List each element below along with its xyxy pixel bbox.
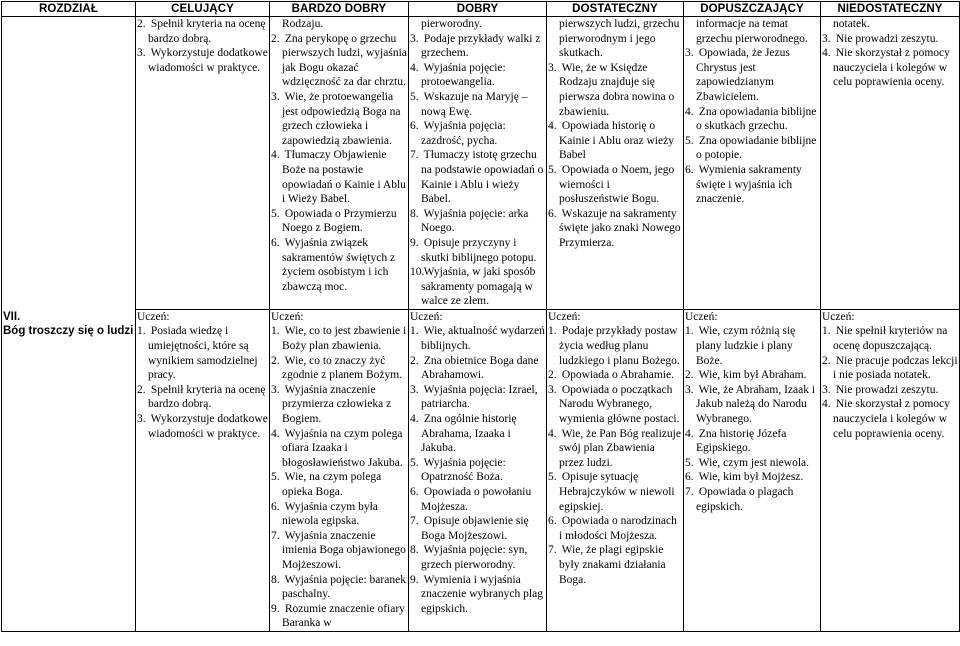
student-label: Uczeń: (271, 310, 304, 323)
header-dopuszczajacy: DOPUSZCZAJĄCY (684, 2, 821, 17)
criteria-text: Rodzaju. (282, 18, 324, 30)
criteria-number: 3. (822, 383, 831, 396)
criteria-item (410, 90, 545, 119)
criteria-item (822, 383, 958, 398)
criteria-text: Posiada wiedzę i umiejętności, które są wynikiem samodzielnej pracy. (148, 325, 258, 382)
criteria-text: Wie, kim był Abraham. (698, 369, 807, 382)
criteria-number: 2. (137, 18, 146, 30)
criteria-text: Wyjaśnia pojęcia: zazdrość, pycha. (421, 120, 506, 147)
criteria-item (548, 514, 682, 543)
cell-top-dopuszczajacy (684, 17, 821, 310)
criteria-number: 1. (548, 325, 557, 338)
cell-bottom-dopuszczajacy (684, 309, 821, 631)
criteria-item (548, 17, 682, 61)
criteria-item (137, 383, 268, 412)
criteria-item (548, 368, 682, 383)
criteria-number: 3. (685, 383, 694, 396)
criteria-item (410, 543, 545, 572)
section-cell (2, 17, 136, 632)
criteria-text: Nie prowadzi zeszytu. (835, 32, 939, 45)
criteria-item (685, 17, 819, 46)
criteria-item (822, 324, 958, 353)
criteria-text: Zna obietnice Boga dane Abrahamowi. (421, 354, 539, 382)
criteria-item (410, 119, 545, 148)
criteria-text: Rozumie znaczenie ofiary Baranka w (282, 602, 405, 630)
criteria-number: 2. (137, 383, 146, 396)
criteria-text: notatek. (833, 18, 870, 30)
criteria-number: 4. (271, 427, 280, 440)
criteria-item (685, 368, 819, 383)
criteria-text: Wie, co to znaczy żyć zgodnie z planem Bożym. (282, 354, 403, 382)
cell-top-dobry (409, 17, 547, 310)
criteria-item (410, 354, 545, 383)
criteria-item (410, 236, 545, 265)
cell-top-dostateczny (547, 17, 684, 310)
criteria-item (410, 207, 545, 236)
criteria-number: 4. (271, 149, 280, 162)
criteria-number: 6. (548, 515, 557, 528)
criteria-number: 8. (271, 573, 280, 586)
criteria-text: Wie, że plagi egipskie były znakami działania Boga. (559, 544, 666, 586)
criteria-list (137, 324, 268, 441)
criteria-number: 6. (410, 120, 419, 133)
criteria-number: 2. (410, 354, 419, 367)
criteria-number: 5. (548, 163, 557, 176)
header-rozdzial: ROZDZIAŁ (2, 2, 136, 17)
criteria-text: Tłumaczy Objawienie Boże na postawie opowiadań o Kainie i Ablu i Wieży Babel. (282, 149, 406, 206)
criteria-text: Opowiada o narodzinach i młodości Mojżesza. (559, 515, 677, 542)
criteria-list (410, 324, 545, 616)
section-number: VII. (3, 310, 21, 323)
criteria-text: Wie, czym różnią się plany ludzkie i plany Boże. (696, 325, 796, 367)
criteria-number: 8. (410, 544, 419, 557)
criteria-number: 5. (271, 471, 280, 484)
criteria-item (137, 412, 268, 441)
criteria-text: Opowiada o początkach Narodu Wybranego, wymienia główne postaci. (559, 383, 680, 426)
criteria-list (271, 17, 407, 294)
cell-bottom-dobry (409, 309, 547, 631)
criteria-item (271, 236, 407, 294)
cell-bottom-dostateczny (547, 309, 684, 631)
criteria-item (822, 32, 958, 47)
criteria-number: 4. (410, 413, 419, 426)
criteria-item (822, 354, 958, 383)
criteria-list (137, 17, 268, 75)
criteria-item (410, 17, 545, 32)
grading-criteria-table (1, 1, 960, 632)
header-celujacy: CELUJĄCY (136, 2, 270, 17)
criteria-item (410, 61, 545, 90)
criteria-item (410, 456, 545, 485)
criteria-number: 3. (271, 383, 280, 396)
criteria-text: Opowiada o Abrahamie. (561, 369, 674, 382)
criteria-text: Wyjaśnia pojęcie: arka Noego. (421, 207, 529, 235)
criteria-number: 1. (410, 325, 419, 338)
criteria-number: 5. (271, 207, 280, 220)
criteria-number: 5. (410, 90, 419, 103)
criteria-text: Wymienia i wyjaśnia znaczenie wybranych plag egipskich. (421, 573, 543, 615)
criteria-item (685, 105, 819, 134)
criteria-text: Wie, że protoewangelia jest odpowiedzią Boga na grzech człowieka i zapowiedzią zbawienia. (282, 90, 401, 147)
criteria-item (822, 46, 958, 90)
criteria-text: Wyjaśnia znaczenie przymierza człowieka z Bogiem. (282, 383, 392, 426)
criteria-text: Nie skorzystał z pomocy nauczyciela i kolegów w celu poprawienia oceny. (833, 47, 950, 89)
criteria-text: Wyjaśnia pojęcie: Opatrzność Boża. (421, 456, 506, 484)
criteria-number: 6. (410, 486, 419, 498)
cell-top-celujacy (136, 17, 270, 310)
criteria-text: Wyjaśnia czym była niewola egipska. (282, 500, 378, 528)
criteria-text: Opowiada o Przymierzu Noego z Bogiem. (282, 207, 397, 235)
criteria-item (271, 529, 407, 573)
criteria-text: Zna ogólnie historię Abrahama, Izaaka i Jakuba. (421, 413, 517, 455)
criteria-item (271, 573, 407, 602)
criteria-number: 2. (685, 369, 694, 382)
criteria-item (410, 265, 545, 309)
criteria-text: Wyjaśnia pojęcie: syn, grzech pierworodny. (421, 544, 528, 571)
criteria-number: 7. (271, 529, 280, 542)
criteria-number: 7. (410, 515, 419, 528)
criteria-number: 4. (685, 427, 694, 440)
criteria-list (822, 324, 958, 441)
criteria-item (548, 427, 682, 471)
criteria-number: 7. (410, 149, 419, 162)
criteria-item (685, 134, 819, 163)
criteria-item (410, 32, 545, 61)
cell-bottom-niedostateczny (821, 309, 960, 631)
criteria-item (271, 207, 407, 236)
criteria-text: Wie, na czym polega opieka Boga. (282, 471, 382, 498)
criteria-number: 7. (685, 486, 694, 498)
criteria-number: 6. (685, 163, 694, 176)
criteria-item (271, 354, 407, 383)
criteria-text: Wymienia sakramenty święte i wyjaśnia ich znaczenie. (696, 163, 802, 206)
table-row-main (2, 309, 960, 631)
criteria-list (685, 324, 819, 514)
criteria-number: 6. (271, 236, 280, 249)
criteria-list (548, 324, 682, 587)
criteria-item (410, 412, 545, 456)
criteria-text: Opisuje objawienie się Boga Mojżeszowi. (421, 515, 529, 542)
criteria-number: 7. (548, 544, 557, 557)
header-dostateczny: DOSTATECZNY (547, 2, 684, 17)
criteria-number: 6. (271, 500, 280, 513)
criteria-text: Wie, że w Księdze Rodzaju znajduje się pierwsza dobra nowina o zbawieniu. (559, 61, 675, 118)
criteria-text: Wyjaśnia związek sakramentów świętych z życiem osobistym i ich zbawczą moc. (282, 236, 396, 293)
criteria-number: 1. (137, 325, 146, 338)
criteria-text: informacje na temat grzechu pierworodnego. (696, 18, 808, 45)
criteria-number: 6. (548, 207, 557, 220)
criteria-number: 3. (137, 47, 146, 60)
criteria-text: pierworodny. (421, 18, 482, 30)
student-label: Uczeń: (822, 310, 855, 323)
criteria-text: Wie, że Pan Bóg realizuje swój plan Zbawienia przez ludzi. (559, 427, 681, 469)
header-dobry: DOBRY (409, 2, 547, 17)
criteria-text: Wyjaśnia pojęcia: Izrael, patriarcha. (421, 383, 538, 411)
criteria-item (548, 119, 682, 163)
criteria-text: Podaje przykłady postaw życia według planu ludzkiego i planu Bożego. (559, 325, 680, 367)
criteria-item (822, 17, 958, 32)
criteria-item (685, 46, 819, 104)
criteria-text: Nie prowadzi zeszytu. (835, 383, 939, 396)
cell-bottom-celujacy (136, 309, 270, 631)
cell-top-niedostateczny (821, 17, 960, 310)
header-row (2, 2, 960, 17)
criteria-item (685, 163, 819, 207)
criteria-item (271, 148, 407, 206)
criteria-item (410, 148, 545, 206)
criteria-number: 1. (822, 325, 831, 338)
criteria-item (271, 17, 407, 32)
criteria-list (822, 17, 958, 90)
criteria-text: Wie, że Abraham, Izaak i Jakub należą do Narodu Wybranego. (696, 383, 816, 426)
criteria-item (410, 514, 545, 543)
criteria-item (685, 456, 819, 471)
criteria-item (548, 61, 682, 119)
criteria-item (271, 32, 407, 90)
criteria-text: Wykorzystuje dodatkowe wiadomości w praktyce. (148, 47, 268, 74)
criteria-number: 4. (410, 61, 419, 74)
criteria-item (271, 383, 407, 427)
student-label: Uczeń: (410, 310, 443, 323)
table-row-continuation (2, 17, 960, 310)
criteria-number: 5. (410, 456, 419, 469)
criteria-item (685, 324, 819, 368)
criteria-text: Wie, aktualność wydarzeń biblijnych. (421, 325, 545, 353)
criteria-text: Wyjaśnia znaczenie imienia Boga objawionego Mojżeszowi. (282, 529, 406, 571)
criteria-text: Spełnił kryteria na ocenę bardzo dobrą. (148, 383, 266, 411)
criteria-text: Wyjaśnia pojęcie: baranek paschalny. (282, 573, 406, 601)
criteria-item (137, 324, 268, 382)
criteria-text: Nie spełnił kryteriów na ocenę dopuszczającą. (833, 325, 948, 353)
criteria-text: Opowiada, że Jezus Chrystus jest zapowiedzianym Zbawicielem. (696, 47, 790, 103)
criteria-number: 4. (548, 427, 557, 440)
criteria-text: Zna opowiadania biblijne o skutkach grzechu. (696, 105, 817, 133)
criteria-text: Opowiada historię o Kainie i Ablu oraz wieży Babel (559, 120, 674, 162)
criteria-number: 4. (685, 105, 694, 118)
criteria-item (271, 324, 407, 353)
criteria-number: 6. (685, 471, 694, 484)
criteria-number: 10. (410, 266, 425, 279)
criteria-text: Spełnił kryteria na ocenę bardzo dobrą. (148, 18, 266, 45)
criteria-number: 8. (410, 207, 419, 220)
criteria-item (548, 470, 682, 514)
criteria-list (271, 324, 407, 630)
criteria-item (410, 324, 545, 353)
criteria-list (685, 17, 819, 207)
criteria-number: 3. (548, 61, 557, 74)
criteria-text: Nie pracuje podczas lekcji i nie posiada notatek. (833, 354, 958, 382)
criteria-number: 4. (548, 120, 557, 133)
criteria-text: Wykorzystuje dodatkowe wiadomości w praktyce. (148, 413, 268, 440)
criteria-number: 3. (137, 413, 146, 426)
criteria-item (271, 427, 407, 471)
criteria-number: 1. (685, 325, 694, 338)
student-label: Uczeń: (685, 310, 718, 323)
cell-bottom-bardzo-dobry (270, 309, 409, 631)
criteria-text: Zna historię Józefa Egipskiego. (696, 427, 787, 455)
criteria-number: 9. (271, 602, 280, 615)
criteria-number: 2. (548, 369, 557, 382)
section-title: Bóg troszczy się o ludzi (3, 324, 134, 337)
criteria-text: Tłumaczy istotę grzechu na podstawie opowiadań o Kainie i Ablu i wieży Babel. (421, 149, 544, 206)
criteria-text: Wie, czym jest niewola. (698, 456, 810, 469)
criteria-text: Opowiada o powołaniu Mojżesza. (421, 486, 532, 513)
criteria-number: 3. (685, 47, 694, 60)
criteria-number: 5. (685, 456, 694, 469)
criteria-text: Nie skorzystał z pomocy nauczyciela i kolegów w celu poprawienia oceny. (833, 398, 950, 440)
criteria-item (548, 324, 682, 368)
criteria-item (685, 485, 819, 514)
criteria-text: Wyjaśnia, w jaki sposób sakramenty pomagają w walce ze złem. (421, 266, 536, 308)
criteria-text: Wskazuje na Maryję – nową Ewę. (421, 90, 528, 118)
criteria-item (548, 207, 682, 251)
criteria-number: 4. (822, 398, 831, 411)
criteria-number: 9. (410, 573, 419, 586)
criteria-text: Wie, kim był Mojżesz. (698, 471, 804, 484)
criteria-item (271, 602, 407, 631)
criteria-number: 2. (271, 32, 280, 45)
criteria-item (548, 163, 682, 207)
criteria-text: Podaje przykłady walki z grzechem. (421, 32, 541, 60)
criteria-number: 2. (822, 354, 831, 367)
criteria-item (685, 427, 819, 456)
criteria-number: 1. (271, 325, 280, 338)
criteria-text: Opowiada o plagach egipskich. (696, 486, 794, 513)
criteria-number: 5. (685, 134, 694, 147)
student-label: Uczeń: (548, 310, 581, 323)
criteria-text: Wie, co to jest zbawienie i Boży plan zbawienia. (282, 325, 407, 353)
criteria-text: Wskazuje na sakramenty święte jako znaki Nowego Przymierza. (559, 207, 681, 249)
header-bardzo-dobry: BARDZO DOBRY (270, 2, 409, 17)
criteria-text: Opisuje przyczyny i skutki biblijnego potopu. (421, 236, 537, 264)
criteria-item (271, 500, 407, 529)
criteria-text: Opisuje sytuację Hebrajczyków w niewoli egipskiej. (559, 471, 675, 513)
student-label: Uczeń: (137, 310, 170, 323)
criteria-item (137, 17, 268, 46)
cell-top-bardzo-dobry (270, 17, 409, 310)
criteria-text: Wyjaśnia pojęcie: protoewangelia. (421, 61, 506, 89)
criteria-item (137, 46, 268, 75)
criteria-item (271, 470, 407, 499)
criteria-text: Zna perykopę o grzechu pierwszych ludzi, wyjaśnia jak Bogu okazać wdzięczność za dar chrztu. (282, 32, 407, 89)
criteria-item (410, 485, 545, 514)
criteria-item (410, 573, 545, 617)
criteria-text: Wyjaśnia na czym polega ofiara Izaaka i błogosławieństwo Jakuba. (282, 427, 403, 469)
criteria-text: pierwszych ludzi, grzechu pierworodnym i jego skutkach. (559, 18, 680, 60)
criteria-number: 9. (410, 236, 419, 249)
criteria-number: 2. (271, 354, 280, 367)
criteria-text: Zna opowiadanie biblijne o potopie. (696, 134, 817, 162)
criteria-number: 3. (410, 383, 419, 396)
criteria-item (410, 383, 545, 412)
criteria-number: 3. (410, 32, 419, 45)
criteria-list (410, 17, 545, 309)
criteria-number: 5. (548, 471, 557, 484)
criteria-item (822, 397, 958, 441)
criteria-item (548, 543, 682, 587)
criteria-item (685, 383, 819, 427)
criteria-number: 3. (822, 32, 831, 45)
criteria-list (548, 17, 682, 251)
criteria-number: 4. (822, 47, 831, 60)
criteria-number: 3. (271, 90, 280, 103)
criteria-item (548, 383, 682, 427)
criteria-number: 3. (548, 383, 557, 396)
criteria-text: Opowiada o Noem, jego wierności i posłuszeństwie Bogu. (559, 163, 675, 206)
criteria-item (685, 470, 819, 485)
header-niedostateczny: NIEDOSTATECZNY (821, 2, 960, 17)
criteria-item (271, 90, 407, 148)
